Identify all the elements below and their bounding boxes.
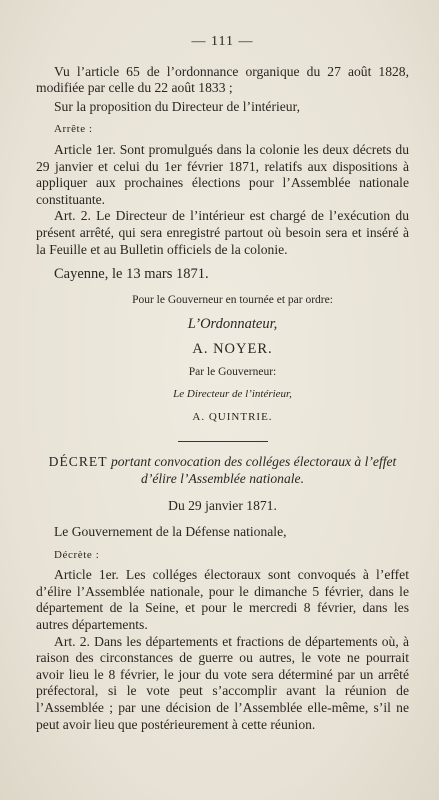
decret-title [36, 454, 409, 487]
decret-article-2: Art. 2. Dans les départements et fractions de départements où, à raison des circonstances de guerre ou autres, le vote ne pourrait avoir lieu le 8 février, le jour du vote sera déterminé par un arrêté préfectoral, si le vote peut s’accomplir avant la réunion de l’Assemblée ; par une décision de l’Assemblée elle-même, s’il ne peut avoir lieu que postérieurement à cette réunion. [36, 633, 409, 732]
page-number: — 111 — [191, 34, 254, 49]
decret-date: Du 29 janvier 1871. [168, 498, 277, 514]
opening-paragraph-2: Sur la proposition du Directeur de l’intérieur, [54, 98, 300, 114]
decrete-heading: Décrète : [54, 548, 100, 561]
decret-title-rest: portant convocation des colléges électoraux à l’effet d’élire l’Assemblée nationale. [107, 454, 397, 486]
signature-title-directeur: Le Directeur de l’intérieur, [173, 388, 292, 401]
signature-name-quintrie: A. QUINTRIE. [192, 410, 273, 423]
signature-intro-governor: Pour le Gouverneur en tournée et par ordre: [132, 293, 333, 306]
arrete-heading: Arrête : [54, 123, 93, 136]
arrete-article-1: Article 1er. Sont promulgués dans la colonie les deux décrets du 29 janvier et celui du 1er février 1871, relatifs aux dispositions à appliquer aux prochaines élections pour l’Assemblée nationale constituante. [36, 141, 409, 207]
decret-gouvernement: Le Gouvernement de la Défense nationale, [54, 524, 287, 540]
decret-title-word: DÉCRET [48, 454, 108, 470]
opening-paragraph-1: Vu l’article 65 de l’ordonnance organique du 27 août 1828, modifiée par celle du 22 août 1833 ; [36, 63, 409, 96]
signature-name-noyer: A. NOYER. [192, 340, 273, 357]
place-date: Cayenne, le 13 mars 1871. [54, 266, 209, 283]
page-text-column [36, 34, 409, 733]
decret-article-1: Article 1er. Les colléges électoraux sont convoqués à l’effet d’élire l’Assemblée nationale, pour le dimanche 5 février, dans le département de la Seine, et pour le mercredi 8 février, dans les autres départements. [36, 567, 409, 633]
arrete-article-2: Art. 2. Le Directeur de l’intérieur est chargé de l’exécution du présent arrêté, qui sera enregistré partout où besoin sera et inséré à la Feuille et au Bulletin officiels de la colonie. [36, 208, 409, 257]
signature-intro-par-gouverneur: Par le Gouverneur: [188, 365, 277, 378]
signature-title-ordonnateur: L’Ordonnateur, [187, 316, 278, 333]
section-divider [178, 441, 268, 442]
